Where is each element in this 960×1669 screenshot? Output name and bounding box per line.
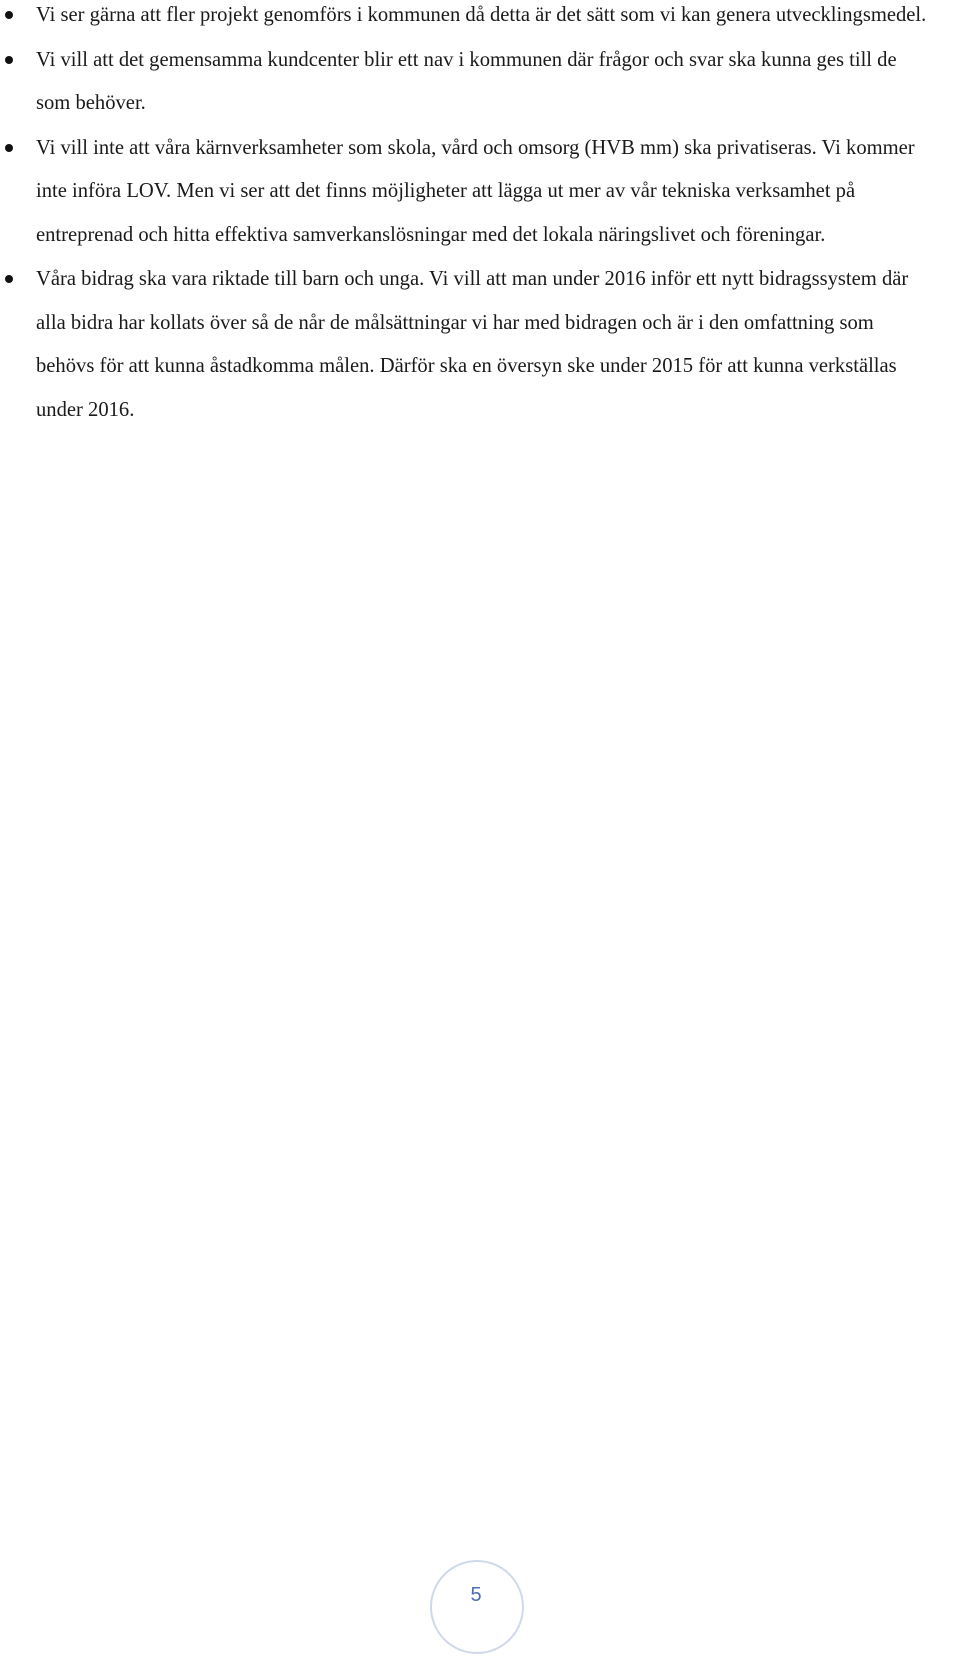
list-item-text: Vi ser gärna att fler projekt genomförs i kommunen då detta är det sätt som vi kan genera utvecklingsmedel.: [36, 4, 927, 26]
bullet-icon: [5, 275, 13, 283]
list-item-text: Våra bidrag ska vara riktade till barn och unga. Vi vill att man under 2016 inför ett nytt bidragssystem där alla bidra har kollats över så de når de målsättningar vi har med bidragen och är i den omfattning som behövs för att kunna åstadkomma målen. Därför ska en översyn ske under 2015 för att kunna verkställas under 2016.: [36, 268, 909, 421]
bullet-list: [36, 0, 936, 433]
list-item: [36, 258, 936, 432]
list-item-text: Vi vill att det gemensamma kundcenter blir ett nav i kommunen där frågor och svar ska kunna ges till de som behöver.: [36, 48, 897, 114]
list-item-text: Vi vill inte att våra kärnverksamheter som skola, vård och omsorg (HVB mm) ska privatiseras. Vi kommer inte införa LOV. Men vi ser att det finns möjligheter att lägga ut mer av vår tekniska verksamhet på entreprenad och hitta effektiva samverkanslösningar med det lokala näringslivet och föreningar.: [36, 136, 915, 246]
bullet-icon: [5, 144, 13, 152]
page-number: 5: [470, 1584, 482, 1606]
list-item: [36, 39, 936, 126]
bullet-icon: [5, 56, 13, 64]
bullet-icon: [5, 11, 13, 19]
list-item: [36, 0, 936, 38]
list-item: [36, 127, 936, 258]
page-number-circle: [430, 1560, 524, 1654]
